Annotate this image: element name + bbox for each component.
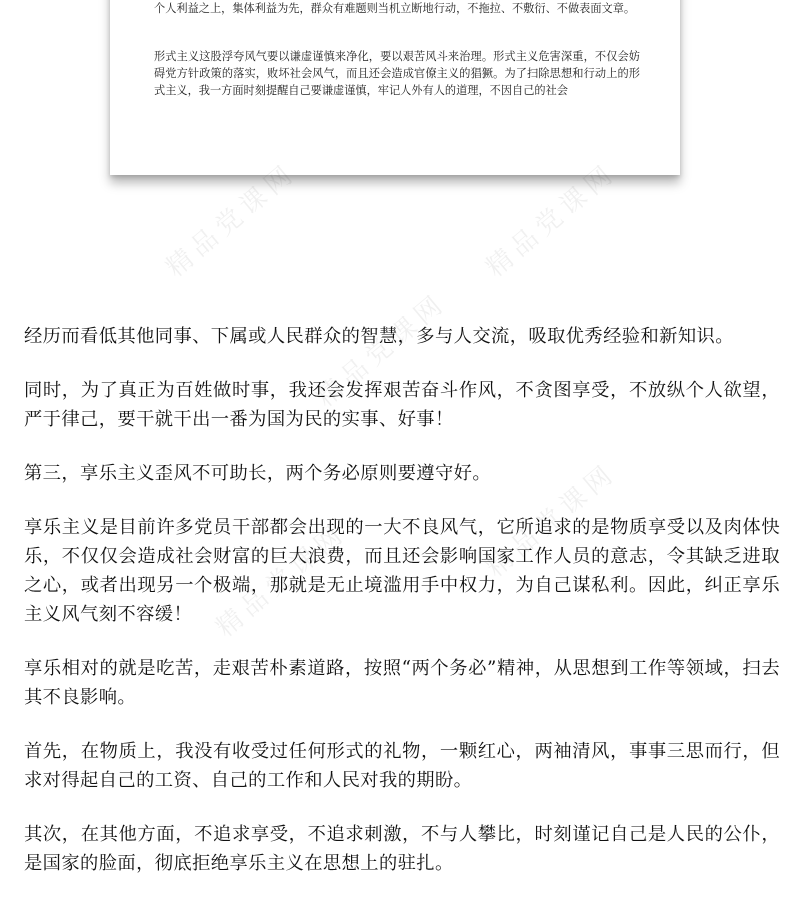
document-preview-card (110, 0, 680, 175)
body-paragraph: 享乐相对的就是吃苦，走艰苦朴素道路，按照“两个务必”精神，从思想到工作等领域，扫去其不良影响。 (24, 658, 780, 708)
preview-paragraph: 形式主义这股浮夸风气要以谦虚谨慎来净化，要以艰苦风斗来治理。形式主义危害深重，不仅会妨碍党方针政策的落实，败坏社会风气，而且还会造成官僚主义的猖獗。为了扫除思想和行动上的形式主义，我一方面时刻提醒自己要谦虚谨慎，牢记人外有人的道理，不因自己的社会 (154, 50, 640, 97)
body-paragraph: 第三，享乐主义歪风不可助长，两个务必原则要遵守好。 (24, 463, 492, 484)
watermark-text: 精品党课网 (480, 457, 623, 584)
body-paragraph: 同时，为了真正为百姓做时事，我还会发挥艰苦奋斗作风，不贪图享受，不放纵个人欲望，严于律己，要干就干出一番为国为民的实事、好事！ (24, 380, 780, 430)
body-paragraph: 经历而看低其他同事、下属或人民群众的智慧，多与人交流，吸取优秀经验和新知识。 (24, 326, 734, 347)
watermark-text: 精品党课网 (310, 287, 453, 414)
body-paragraph: 其次，在其他方面，不追求享受，不追求刺激，不与人攀比，时刻谨记自己是人民的公仆，是国家的脸面，彻底拒绝享乐主义在思想上的驻扎。 (24, 824, 780, 874)
watermark-text: 精品党课网 (480, 157, 623, 284)
preview-paragraph: 个人利益之上，集体利益为先，群众有难题则当机立断地行动，不拖拉、不敷衍、不做表面文章。 (154, 2, 636, 15)
document-body (24, 322, 780, 903)
body-paragraph: 首先，在物质上，我没有收受过任何形式的礼物，一颗红心，两袖清风，事事三思而行，但求对得起自己的工资、自己的工作和人民对我的期盼。 (24, 741, 780, 791)
watermark-text: 精品党课网 (210, 517, 353, 644)
body-paragraph: 享乐主义是目前许多党员干部都会出现的一大不良风气，它所追求的是物质享受以及肉体快乐，不仅仅会造成社会财富的巨大浪费，而且还会影响国家工作人员的意志，令其缺乏进取之心，或者出现另一个极端，那就是无止境滥用手中权力，为自己谋私利。因此，纠正享乐主义风气刻不容缓！ (24, 517, 780, 625)
watermark-text: 精品党课网 (160, 157, 303, 284)
